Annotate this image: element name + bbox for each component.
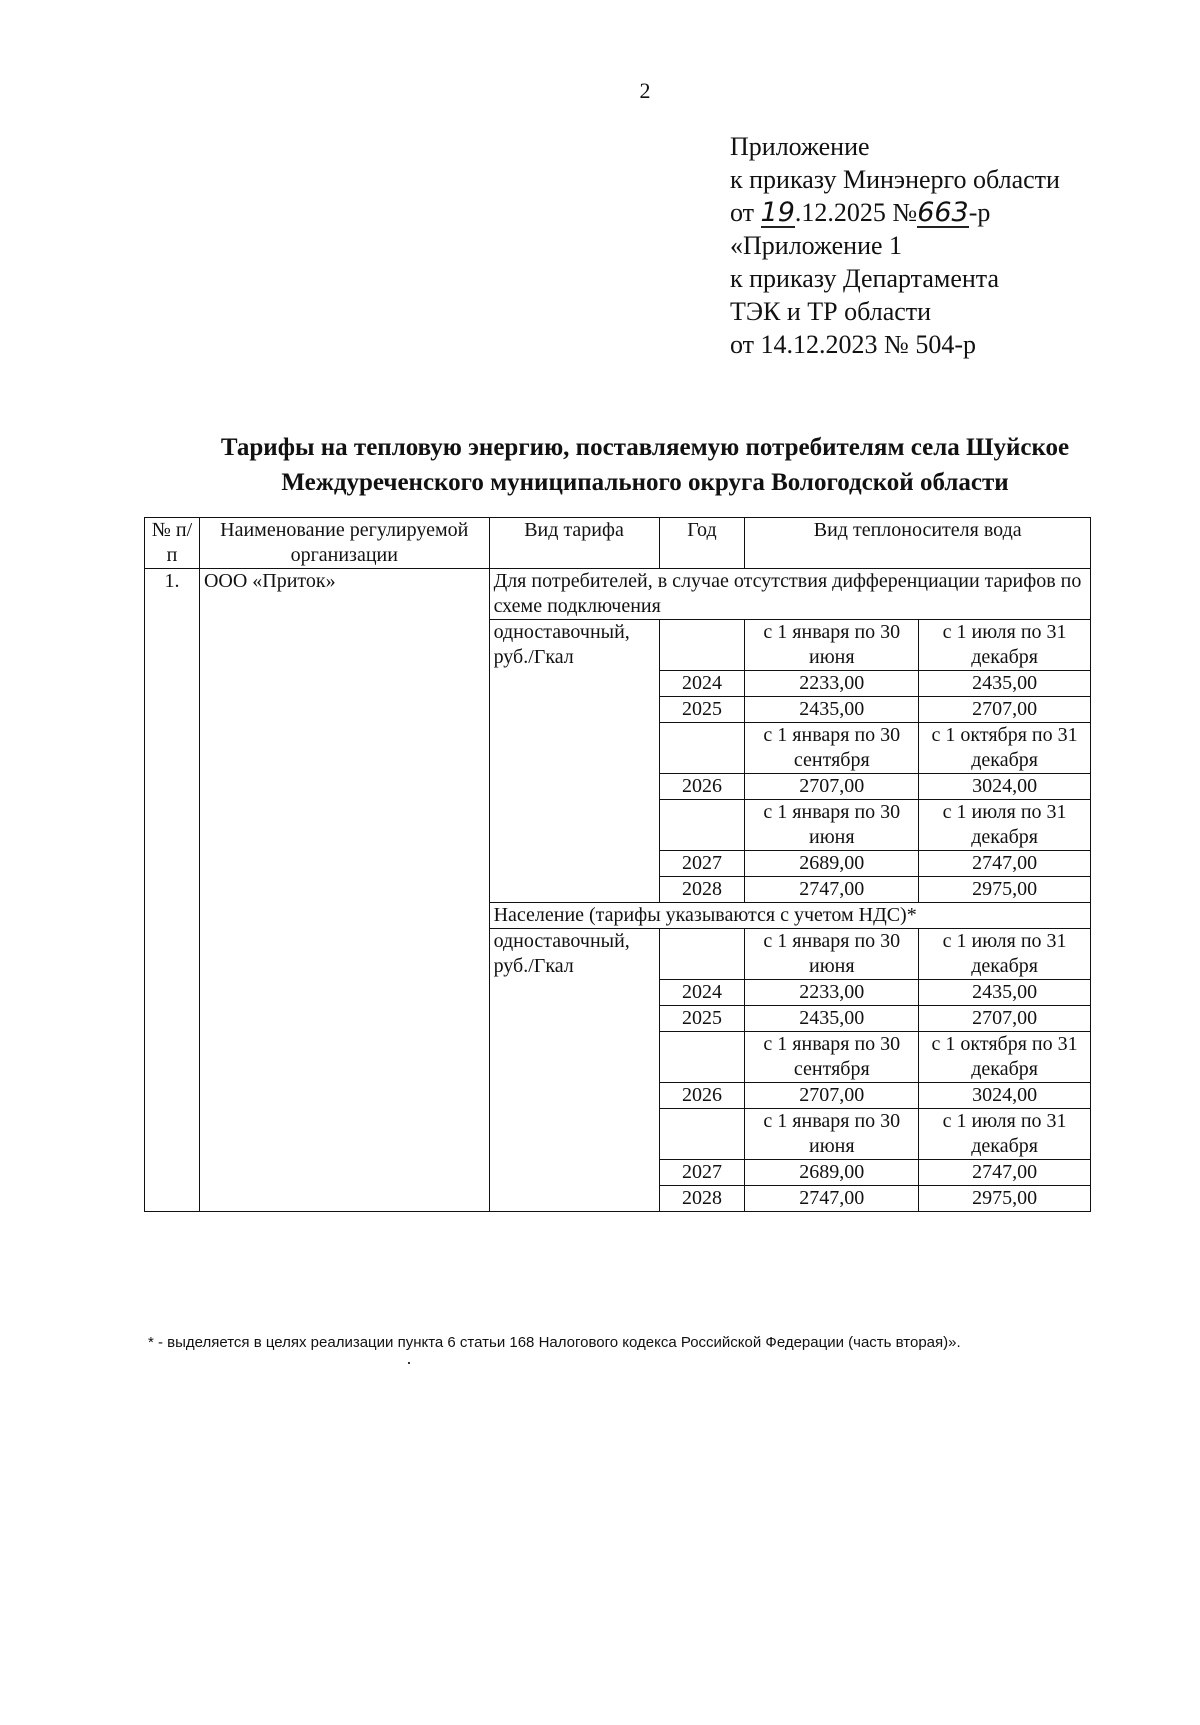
consumer-group: Население (тарифы указываются с учетом НДС)* [489, 903, 1090, 929]
appendix-line: от 14.12.2023 № 504-р [730, 330, 976, 359]
tariff-value: 2233,00 [745, 980, 919, 1006]
title-line: Междуреченского муниципального округа Вологодской области [281, 469, 1009, 496]
year-blank [659, 800, 745, 851]
tariff-value: 2747,00 [745, 1186, 919, 1212]
tariff-value: 2707,00 [919, 697, 1091, 723]
row-number: 1. [145, 569, 200, 1212]
tariff-value: 2747,00 [919, 1160, 1091, 1186]
appendix-suffix: -р [968, 198, 991, 227]
tariff-value: 2435,00 [745, 697, 919, 723]
year-blank [659, 620, 745, 671]
header-org: Наименование регулируемой организации [199, 518, 489, 569]
handwritten-day: 19 [760, 197, 795, 228]
table-header-row [145, 518, 1091, 569]
year-cell: 2025 [659, 697, 745, 723]
header-year: Год [659, 518, 745, 569]
year-cell: 2027 [659, 1160, 745, 1186]
page-number: 2 [639, 78, 651, 103]
period-label: с 1 июля по 31 декабря [919, 1109, 1091, 1160]
appendix-mid: .12.2025 № [794, 198, 918, 227]
scan-dot [408, 1362, 410, 1364]
year-cell: 2024 [659, 980, 745, 1006]
year-cell: 2028 [659, 877, 745, 903]
year-blank [659, 929, 745, 980]
title-line: Тарифы на тепловую энергию, поставляемую потребителям села Шуйское [220, 434, 1070, 461]
year-blank [659, 1032, 745, 1083]
header-tariff-type: Вид тарифа [489, 518, 659, 569]
handwritten-number: 663 [917, 197, 969, 228]
year-cell: 2024 [659, 671, 745, 697]
appendix-block [730, 130, 1060, 361]
year-cell: 2028 [659, 1186, 745, 1212]
period-label: с 1 января по 30 сентября [745, 723, 919, 774]
year-blank [659, 1109, 745, 1160]
consumer-group: Для потребителей, в случае отсутствия дифференциации тарифов по схеме подключения [489, 569, 1090, 620]
period-label: с 1 января по 30 июня [745, 620, 919, 671]
year-cell: 2027 [659, 851, 745, 877]
tariff-value: 2435,00 [745, 1006, 919, 1032]
tariff-value: 2707,00 [745, 1083, 919, 1109]
period-label: с 1 января по 30 июня [745, 800, 919, 851]
period-label: с 1 января по 30 июня [745, 1109, 919, 1160]
period-label: с 1 октября по 31 декабря [919, 1032, 1091, 1083]
period-label: с 1 июля по 31 декабря [919, 620, 1091, 671]
footnote: * - выделяется в целях реализации пункта 6 статьи 168 Налогового кодекса Российской Федерации (часть вторая)». [148, 1334, 961, 1351]
header-num: № п/п [145, 518, 200, 569]
period-label: с 1 октября по 31 декабря [919, 723, 1091, 774]
tariff-value: 2435,00 [919, 980, 1091, 1006]
organization-name: ООО «Приток» [199, 569, 489, 1212]
appendix-line: к приказу Департамента [730, 264, 1000, 293]
tariff-value: 2747,00 [919, 851, 1091, 877]
appendix-line: Приложение [730, 132, 870, 161]
year-blank [659, 723, 745, 774]
tariff-table [144, 517, 1091, 1212]
appendix-line: к приказу Минэнерго области [730, 165, 1060, 194]
tariff-value: 3024,00 [919, 774, 1091, 800]
tariff-type: одноставочный, руб./Гкал [489, 929, 659, 1212]
appendix-order-date [730, 196, 1060, 229]
tariff-value: 2435,00 [919, 671, 1091, 697]
year-cell: 2025 [659, 1006, 745, 1032]
period-label: с 1 января по 30 июня [745, 929, 919, 980]
group-row [145, 569, 1091, 620]
appendix-line: ТЭК и ТР области [730, 297, 932, 326]
period-label: с 1 июля по 31 декабря [919, 929, 1091, 980]
appendix-line: «Приложение 1 [730, 231, 903, 260]
tariff-value: 2689,00 [745, 1160, 919, 1186]
year-cell: 2026 [659, 774, 745, 800]
tariff-value: 2747,00 [745, 877, 919, 903]
tariff-value: 2975,00 [919, 1186, 1091, 1212]
header-carrier: Вид теплоносителя вода [745, 518, 1091, 569]
year-cell: 2026 [659, 1083, 745, 1109]
period-label: с 1 января по 30 сентября [745, 1032, 919, 1083]
appendix-prefix: от [730, 198, 755, 227]
tariff-type: одноставочный, руб./Гкал [489, 620, 659, 903]
tariff-value: 2707,00 [745, 774, 919, 800]
tariff-value: 2689,00 [745, 851, 919, 877]
period-label: с 1 июля по 31 декабря [919, 800, 1091, 851]
tariff-value: 3024,00 [919, 1083, 1091, 1109]
document-title [150, 430, 1140, 500]
tariff-value: 2233,00 [745, 671, 919, 697]
tariff-value: 2707,00 [919, 1006, 1091, 1032]
tariff-value: 2975,00 [919, 877, 1091, 903]
